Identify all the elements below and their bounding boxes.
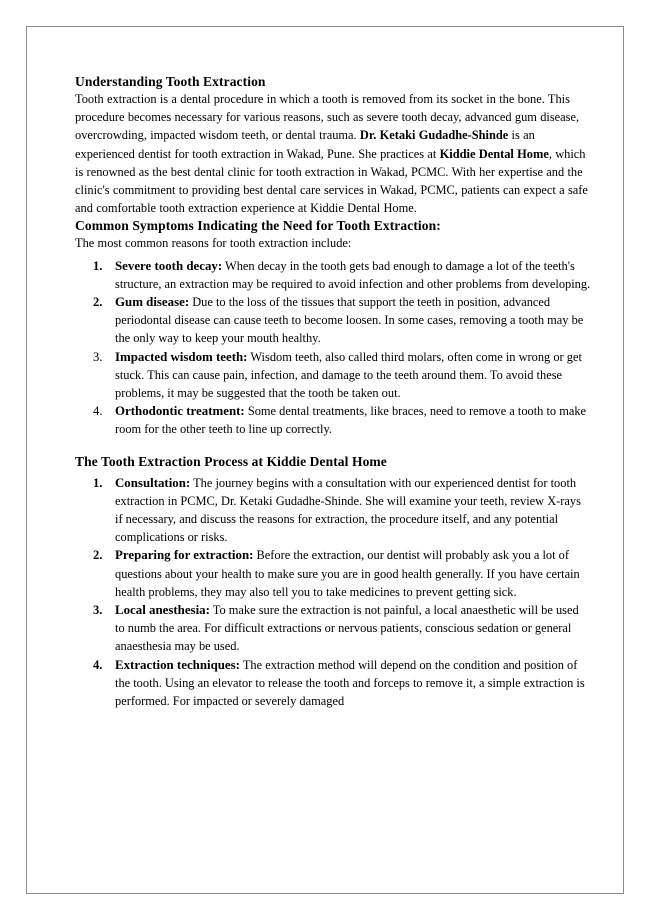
clinic-name: Kiddie Dental Home [439,146,549,161]
list-item-text: Before the extraction, our dentist will probably ask you a lot of questions about your health to make sure you are in good health generally. If you have certain health problems, they may also tell you to take medicines to prevent getting sick. [115,548,580,599]
list-item [75,601,591,656]
list-item [75,474,591,547]
list-marker: 1. [93,258,103,273]
intro-text-part2: is an experienced dentist for tooth extraction in Wakad, Pune. She practices at [75,128,535,161]
list-item-term: Impacted wisdom teeth: [115,349,248,364]
document-page [26,26,624,894]
doctor-name: Dr. Ketaki Gudadhe-Shinde [359,128,509,143]
list-item-text: To make sure the extraction is not painful, a local anaesthetic will be used to numb the area. For difficult extractions or nervous patients, conscious sedation or general anaesthesia may be used. [115,603,579,654]
page-title: Understanding Tooth Extraction [75,74,266,89]
list-item-text: Some dental treatments, like braces, need to remove a tooth to make room for the other teeth to line up correctly. [115,404,587,437]
symptoms-lead-in: The most common reasons for tooth extraction include: [75,236,352,251]
list-item-term: Local anesthesia: [115,603,210,618]
document-content [75,73,591,710]
list-marker: 3. [93,349,103,364]
list-item [75,402,591,438]
process-list [75,474,591,711]
process-heading: The Tooth Extraction Process at Kiddie Dental Home [75,453,387,469]
intro-text-part3: , which is renowned as the best dental clinic for tooth extraction in Wakad, PCMC. With her expertise and the clinic's commitment to providing best dental care services in Wakad, PCMC, patients can expect a safe and comfortable tooth extraction experience at Kiddie Dental Home. [75,146,588,216]
list-marker: 1. [93,475,103,490]
symptoms-heading: Common Symptoms Indicating the Need for Tooth Extraction: [75,218,441,234]
list-item-term: Consultation: [115,475,191,490]
list-marker: 4. [93,404,103,419]
list-item-text: Wisdom teeth, also called third molars, often come in wrong or get stuck. This can cause pain, infection, and damage to the teeth around them. To avoid these problems, it may be suggested that the tooth be taken out. [115,349,582,401]
intro-paragraph [75,90,591,217]
list-item-term: Orthodontic treatment: [115,404,245,419]
list-item-term: Gum disease: [115,295,190,310]
list-item-text: When decay in the tooth gets bad enough to damage a lot of the teeth's structure, an extraction may be required to avoid infection and other problems from developing. [115,258,591,291]
list-item [75,656,591,711]
intro-text-part1: Tooth extraction is a dental procedure in which a tooth is removed from its socket in the bone. This procedure becomes necessary for various reasons, such as severe tooth decay, advanced gum disease, overcrowding, impacted wisdom teeth, or dental trauma. [75,92,580,143]
list-item-term: Preparing for extraction: [115,548,254,563]
list-item [75,257,591,293]
list-marker: 2. [93,548,103,563]
symptoms-list [75,257,591,439]
list-item [75,293,591,348]
list-marker: 3. [93,603,103,618]
list-item-text: The journey begins with a consultation with our experienced dentist for tooth extraction in PCMC, Dr. Ketaki Gudadhe-Shinde. She will examine your teeth, review X-rays if necessary, and discuss the reasons for extraction, the procedure itself, and any potential complications or risks. [115,475,581,545]
list-item-text: Due to the loss of the tissues that support the teeth in position, advanced periodontal disease can cause teeth to become loosen. In some cases, removing a tooth may be the only way to keep your mouth healthy. [115,295,584,346]
list-item-term: Extraction techniques: [115,657,240,672]
list-item-text: The extraction method will depend on the condition and position of the tooth. Using an elevator to release the tooth and forceps to remove it, a simple extraction is performed. For impacted or severely damaged [115,657,585,709]
list-item-term: Severe tooth decay: [115,258,223,273]
list-item [75,546,591,601]
list-marker: 2. [93,295,103,310]
list-marker: 4. [93,657,103,672]
list-item [75,348,591,403]
